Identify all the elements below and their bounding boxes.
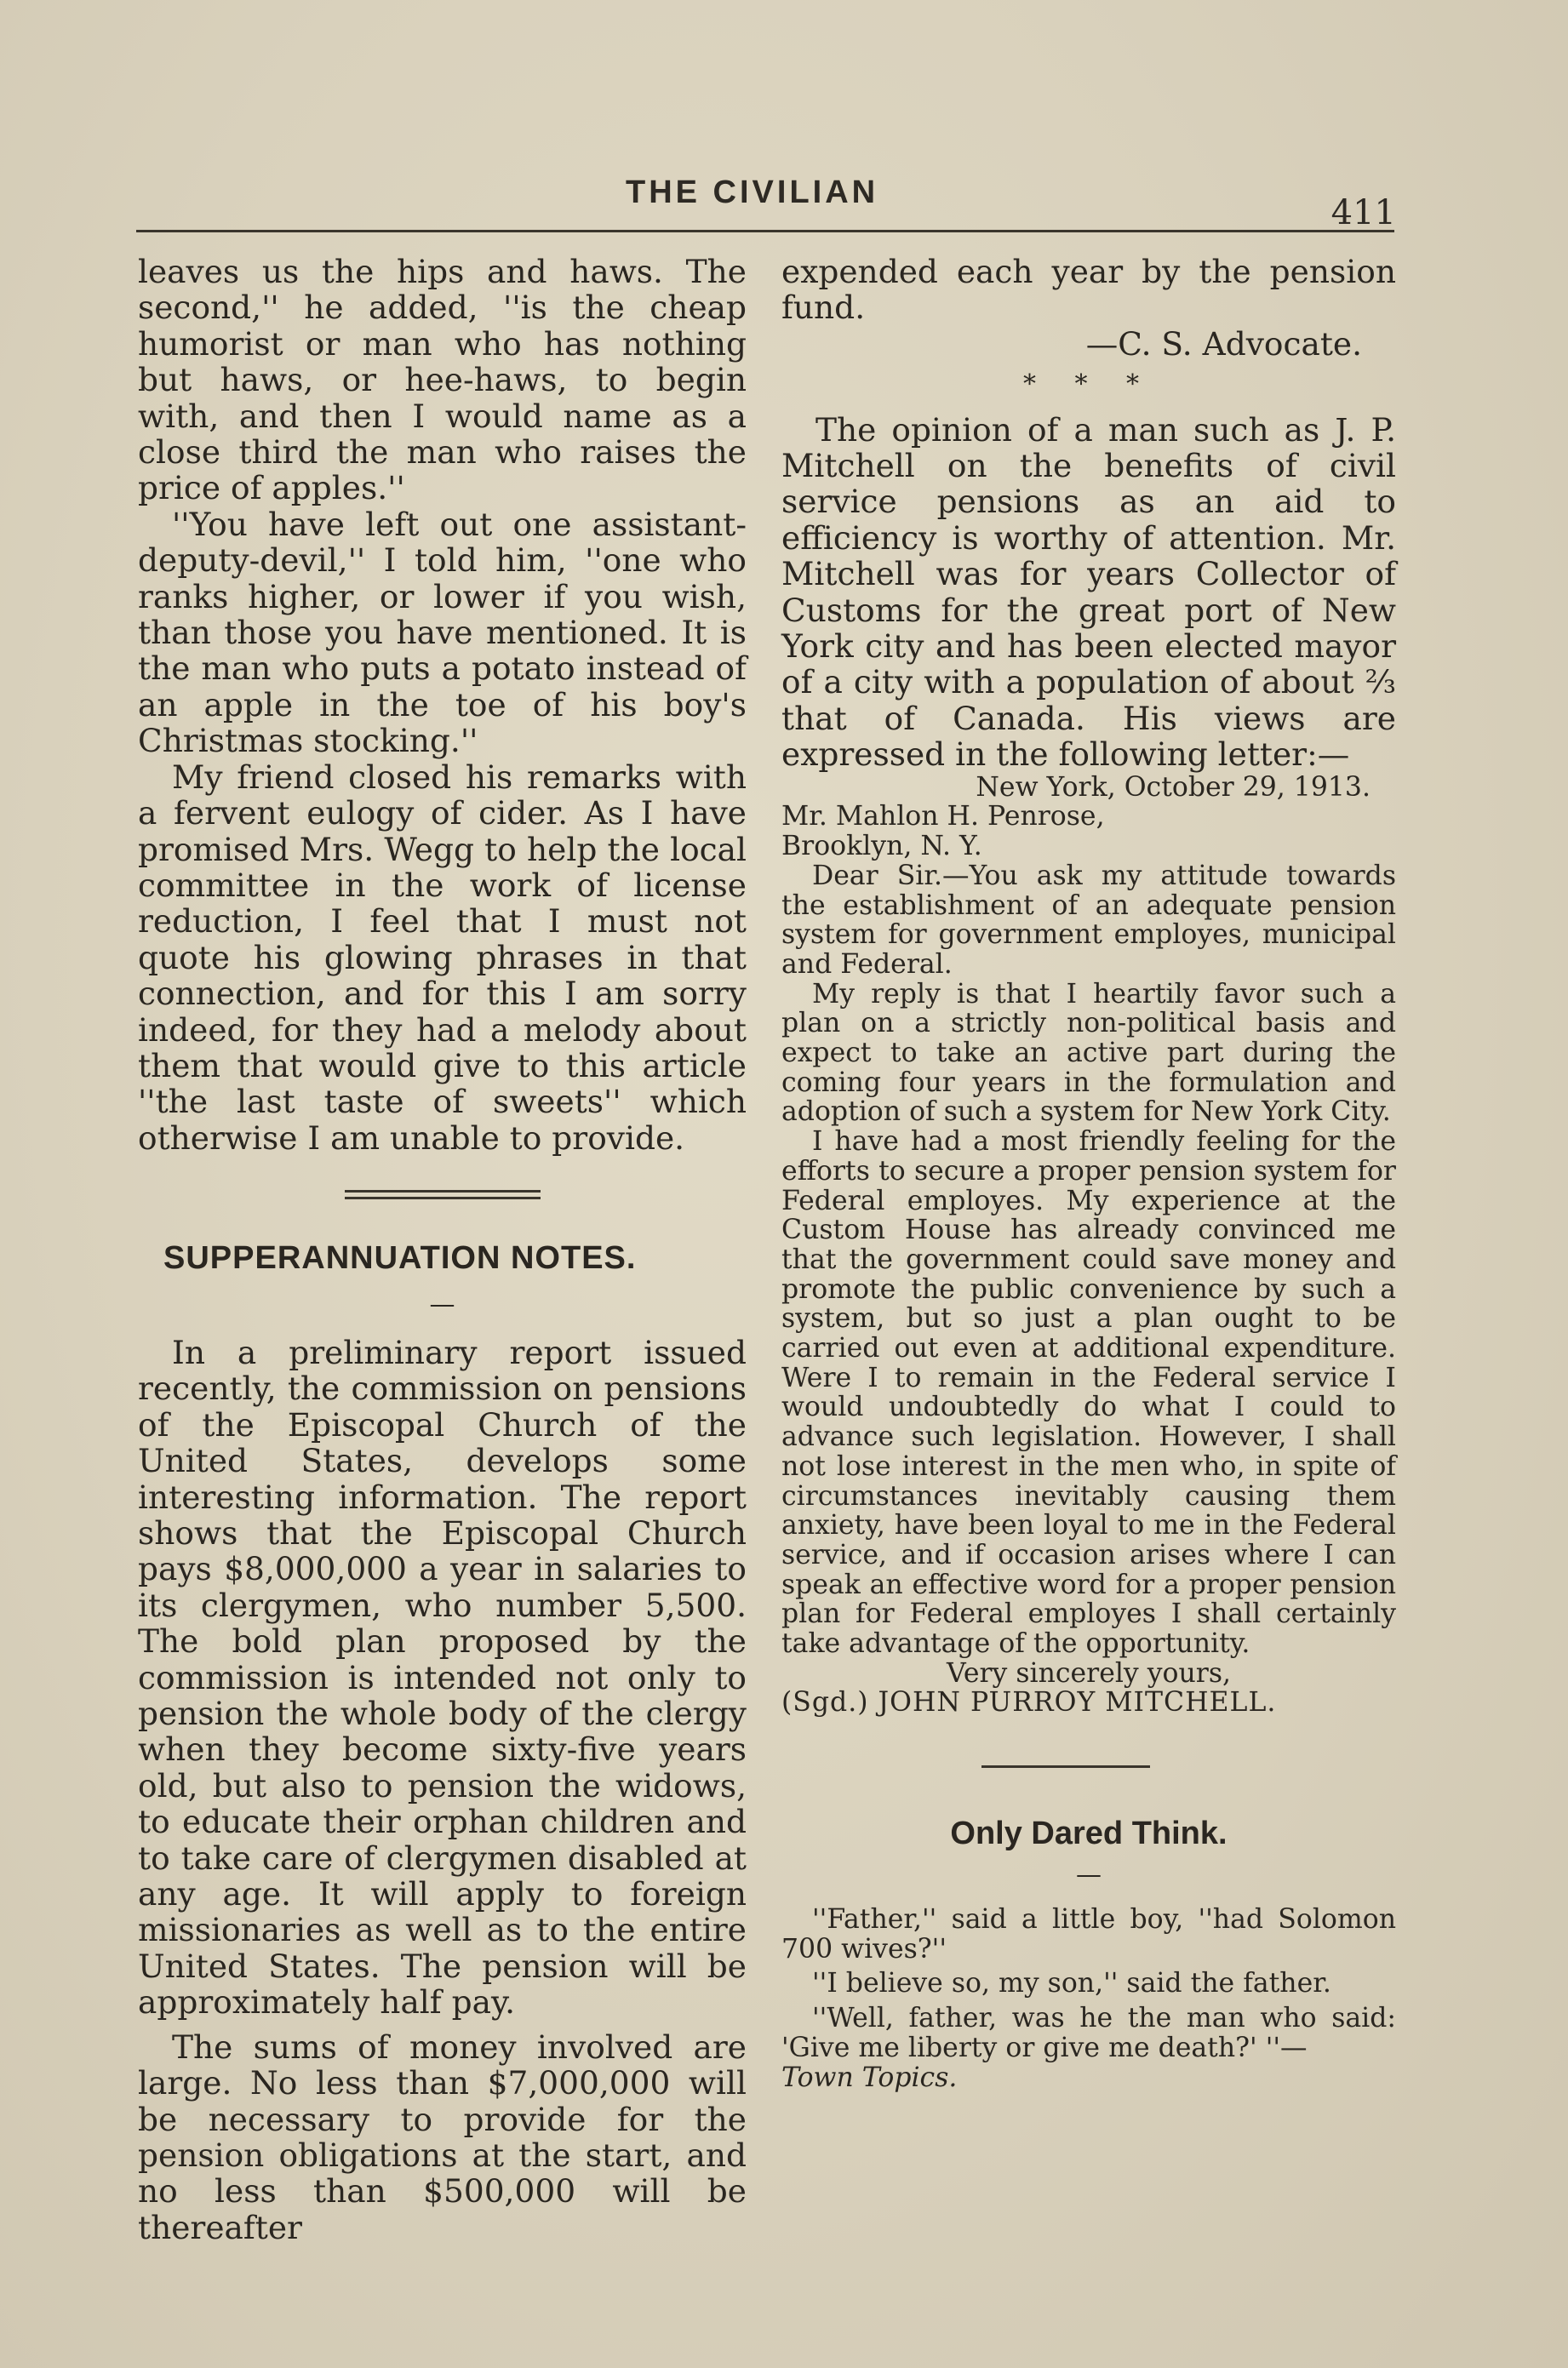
stars-separator: * * * — [1022, 369, 1155, 400]
running-head: THE CIVILIAN — [626, 174, 879, 210]
letter-paragraph: My reply is that I heartily favor such a plan on a strictly non-political basis and expect to take an active part during the coming four years in the formulation and adoption of such a system for New York City. — [781, 978, 1396, 1128]
joke-line: ''Father,'' said a little boy, ''had Solomon 700 wives?'' — [781, 1904, 1396, 1965]
section-dash: — — [429, 1289, 455, 1319]
intro-paragraph: The opinion of a man such as J. P. Mitchell on the benefits of civil service pensions as an aid to efficiency is worthy of attention. Mr. Mitchell was for years Collector of Customs for the great port of New York city and has been elected mayor of a city with a population of about ⅔ that of Canada. His views are expressed in the following letter:— — [781, 410, 1396, 774]
body-paragraph: leaves us the hips and haws. The second,'' he added, ''is the cheap humorist or man who has nothing but haws, or hee-haws, to begin with, and then I would name as a close third the man who raises the price of apples.'' — [138, 253, 747, 507]
letter-signature: (Sgd.) JOHN PURROY MITCHELL. — [781, 1687, 1277, 1719]
body-paragraph: My friend closed his remarks with a fervent eulogy of cider. As I have promised Mrs. Wegg to help the local committee in the work of license reduction, I feel that I must not quote his glowing phrases in that connection, and for this I am sorry indeed, for they had a melody about them that would give to this article ''the last taste of sweets'' which otherwise I am unable to provide. — [138, 758, 747, 1157]
section-divider — [981, 1765, 1150, 1768]
letter-paragraph: I have had a most friendly feeling for the efforts to secure a proper pension system for Federal employes. My experience at the Custom House has already convinced me that the government could save money and promote the public convenience by such a system, but so just a plan ought to be carried out even at additional expenditure. Were I to remain in the Federal service I would undoubtedly do what I could to advance such legislation. However, I shall not lose interest in the men who, in spite of circumstances inevitably causing them anxiety, have been loyal to me in the Federal service, and if occasion arises where I can speak an effective word for a proper pension plan for Federal employes I shall certainly take advantage of the opportunity. — [781, 1126, 1396, 1660]
joke-source: Town Topics. — [781, 2062, 958, 2093]
section-divider — [345, 1190, 541, 1199]
continuation-paragraph: expended each year by the pension fund. — [781, 253, 1396, 327]
letter-address: Brooklyn, N. Y. — [781, 831, 982, 862]
page-number: 411 — [1331, 193, 1396, 232]
section-title: SUPPERANNUATION NOTES. — [163, 1240, 637, 1277]
joke-title: Only Dared Think. — [950, 1816, 1228, 1852]
joke-body — [781, 1905, 1396, 2092]
right-column — [781, 254, 1396, 2092]
letter-closing: Very sincerely yours, — [946, 1657, 1232, 1689]
letter-dateline: New York, October 29, 1913. — [976, 771, 1371, 803]
joke-dash: — — [1076, 1859, 1102, 1890]
letter-paragraph: Dear Sir.—You ask my attitude towards the establishment of an adequate pension system for government employes, municipal and Federal. — [781, 860, 1396, 980]
left-column — [138, 254, 747, 2245]
letter — [781, 773, 1396, 1719]
header-rule — [136, 230, 1394, 232]
attribution: —C. S. Advocate. — [1085, 324, 1362, 363]
section-paragraph: The sums of money involved are large. No less than $7,000,000 will be necessary to provide for the pension obligations at the start, and no less than $500,000 will be thereafter — [138, 2028, 747, 2246]
joke-line: ''Well, father, was he the man who said: 'Give me liberty or give me death?' ''— — [781, 2003, 1396, 2063]
body-paragraph: ''You have left out one assistant-deputy-devil,'' I told him, ''one who ranks higher, or lower if you wish, than those you have mentioned. It is the man who puts a potato instead of an apple in the toe of his boy's Christmas stocking.'' — [138, 505, 747, 760]
joke-line: ''I believe so, my son,'' said the father. — [812, 1968, 1331, 1999]
page-header — [136, 174, 1396, 234]
letter-addressee: Mr. Mahlon H. Penrose, — [781, 801, 1105, 832]
section-paragraph: In a preliminary report issued recently, the commission on pensions of the Episcopal Church of the United States, develops some interesting information. The report shows that the Episcopal Church pays $8,000,000 a year in salaries to its clergymen, who number 5,500. The bold plan proposed by the commission is intended not only to pension the whole body of the clergy when they become sixty-five years old, but also to pension the widows, to educate their orphan children and to take care of clergymen disabled at any age. It will apply to foreign missionaries as well as to the entire United States. The pension will be approximately half pay. — [138, 1333, 747, 2022]
